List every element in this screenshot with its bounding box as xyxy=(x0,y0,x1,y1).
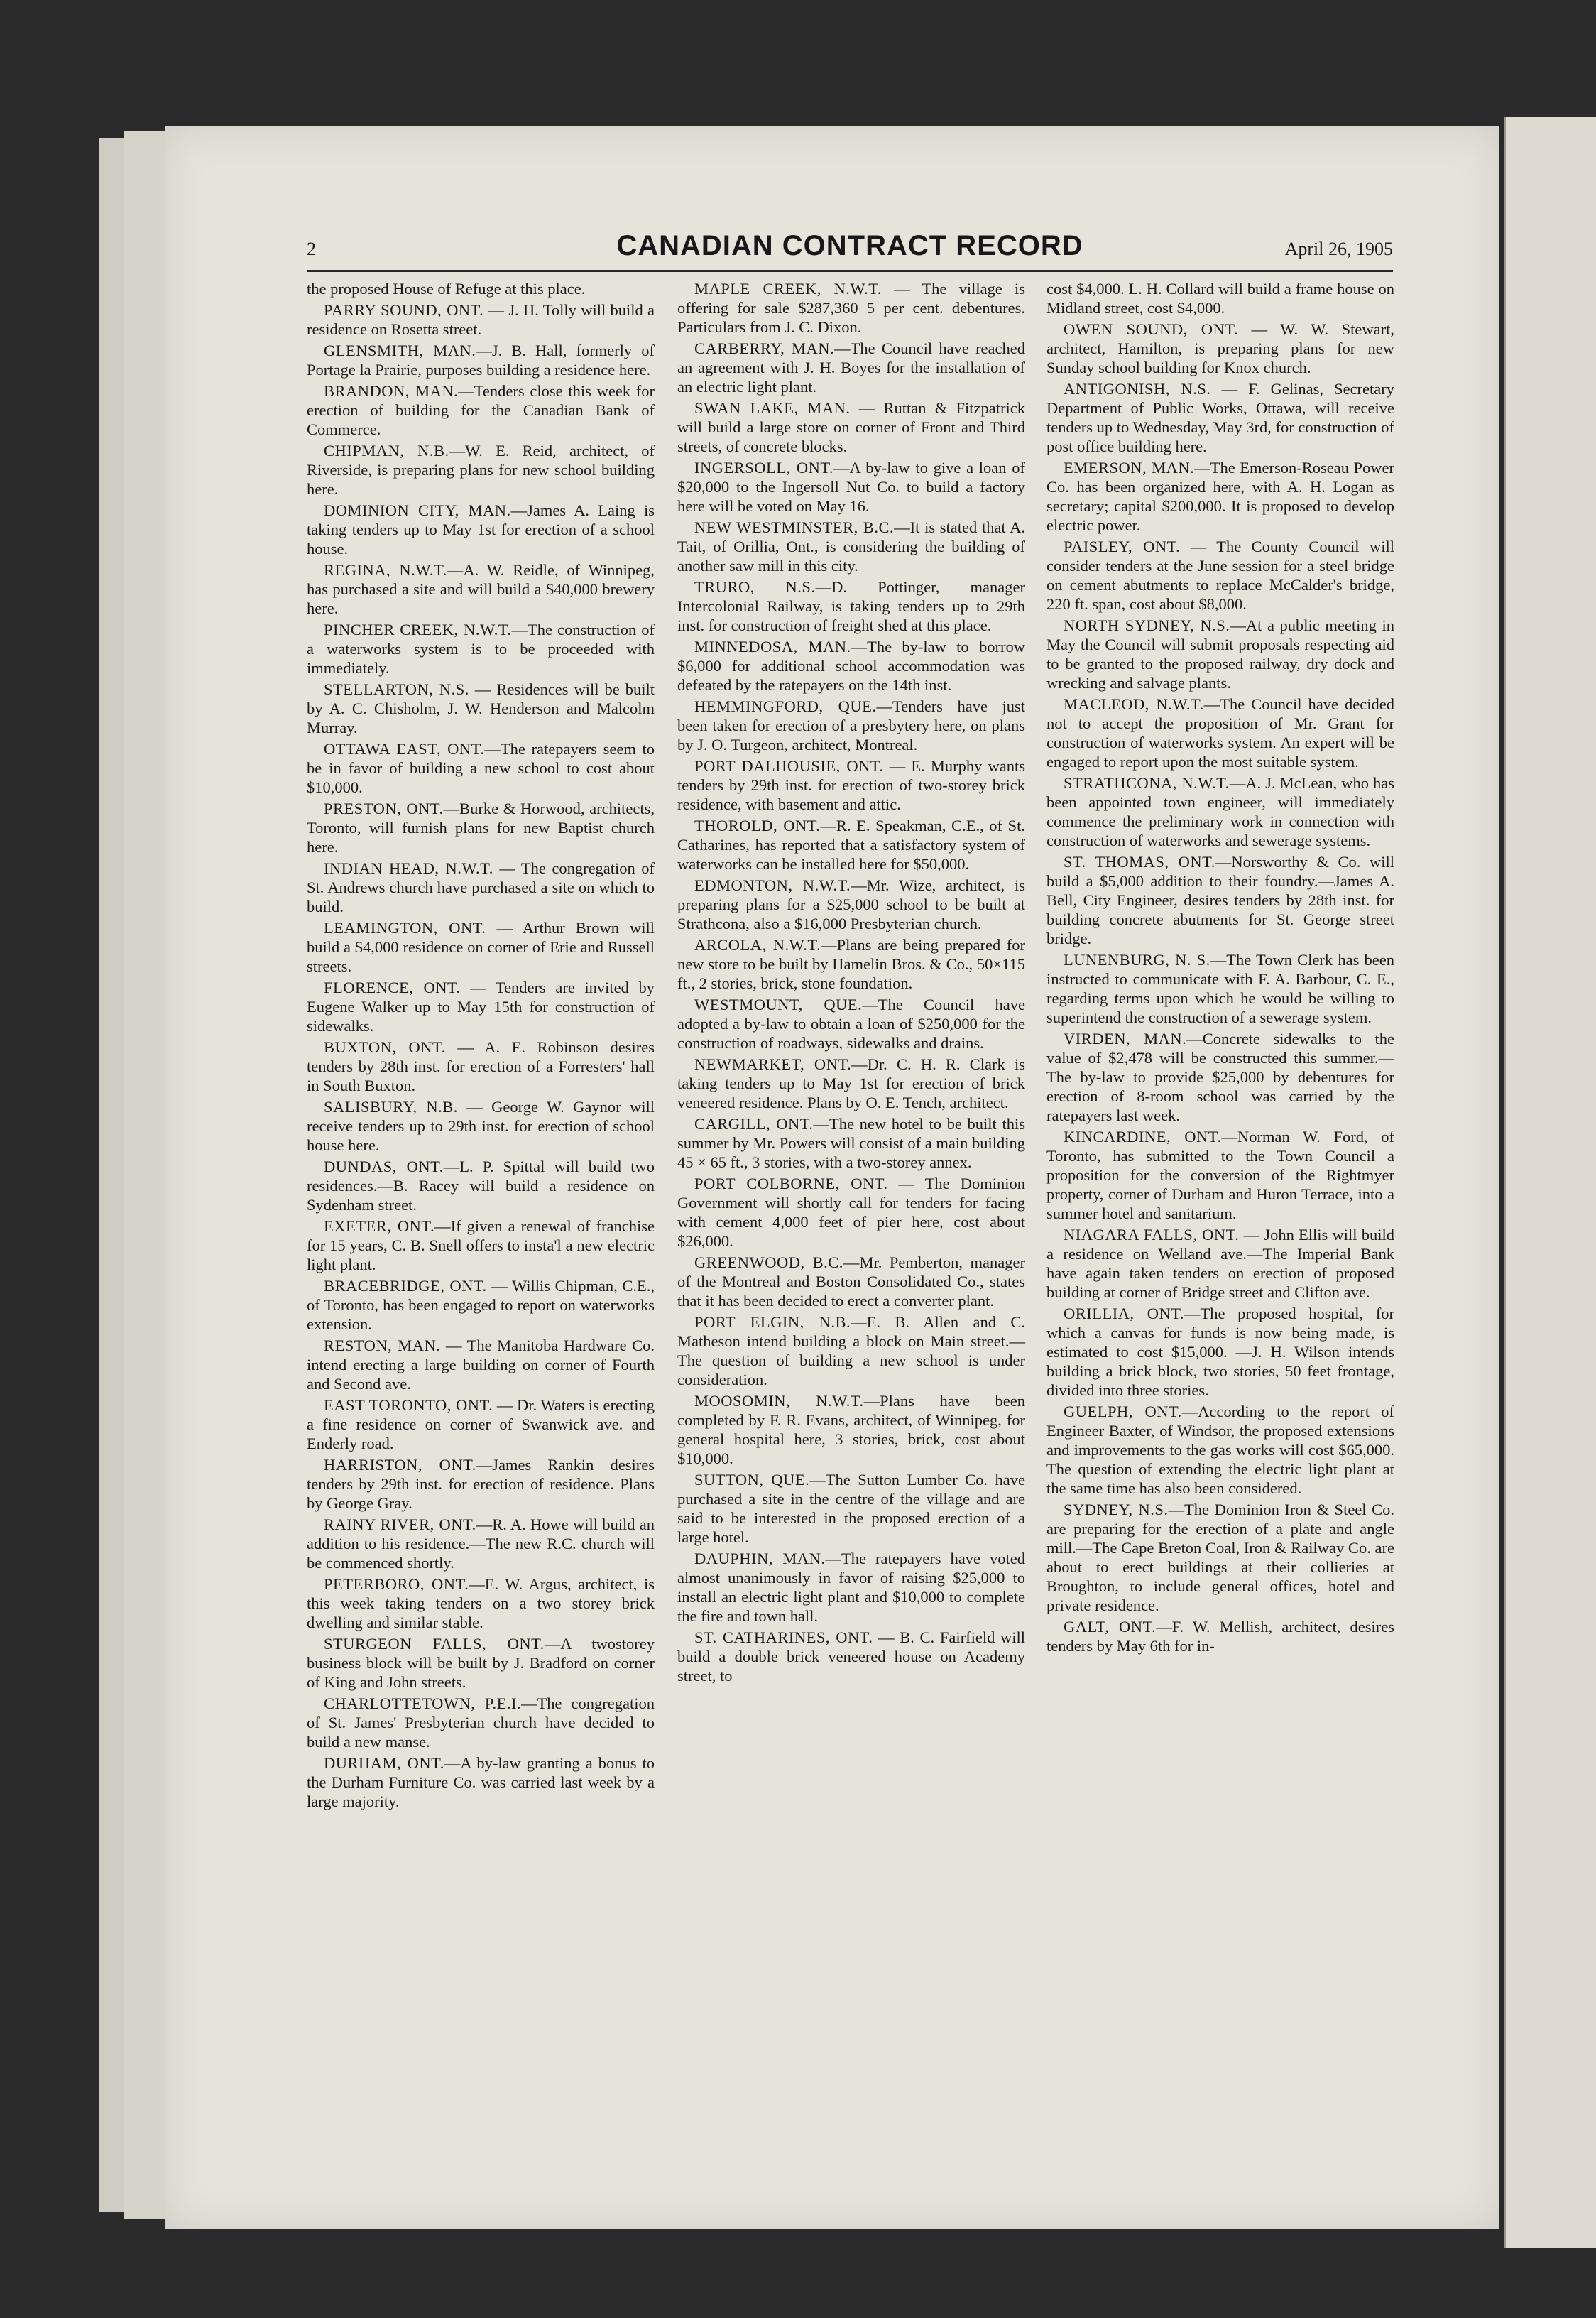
item-place: STELLARTON, N.S. xyxy=(324,680,469,698)
item-text: —L. P. Spittal will build two residences.—B. Racey will build a residence on Sydenham street. xyxy=(307,1158,655,1214)
item-text: —W. E. Reid, architect, of Riverside, is preparing plans for new school building here. xyxy=(307,442,655,498)
item-place: OWEN SOUND, ONT. xyxy=(1064,320,1238,338)
item-text: —According to the report of Engineer Baxter, of Windsor, the proposed extensions and improvements to the gas works will cost $65,000. The question of extending the electric light plant at the same time has also been considered. xyxy=(1046,1403,1394,1497)
news-item xyxy=(1046,279,1394,317)
news-item xyxy=(307,1515,655,1572)
item-text: —A by-law to give a loan of $20,000 to the Ingersoll Nut Co. to build a factory here will be voted on May 16. xyxy=(677,459,1025,515)
item-text: — F. Gelinas, Secretary Department of Public Works, Ottawa, will receive tenders up to Wednesday, May 3rd, for construction of post office building here. xyxy=(1046,380,1395,455)
item-text: —Concrete sidewalks to the value of $2,478 will be constructed this summer.—The by-law to provide $25,000 by debentures for erection of 8-room school was carried by the ratepayers last week. xyxy=(1046,1030,1394,1124)
item-text: —The Council have decided not to accept the proposition of Mr. Grant for construction of waterworks system. An expert will be engaged to report upon the most suitable system. xyxy=(1046,695,1394,771)
item-text: — Residences will be built by A. C. Chisholm, J. W. Henderson and Malcolm Murray. xyxy=(307,680,655,736)
news-item xyxy=(677,1628,1025,1685)
news-item xyxy=(677,1114,1025,1172)
news-item xyxy=(677,1312,1025,1389)
item-text: — Willis Chipman, C.E., of Toronto, has been engaged to report on waterworks extension. xyxy=(307,1277,655,1333)
news-item xyxy=(1046,773,1394,850)
news-item xyxy=(1046,379,1394,456)
item-place: PARRY SOUND, ONT. xyxy=(324,301,484,319)
item-place: GLENSMITH, MAN. xyxy=(324,342,476,359)
item-text: —The Town Clerk has been instructed to communicate with F. A. Barbour, C. E., regarding terms upon which he would be willing to superintend the construction of a sewerage system. xyxy=(1046,951,1395,1026)
news-item xyxy=(677,577,1025,635)
news-item xyxy=(677,339,1025,396)
item-text: —A twostorey business block will be built by J. Bradford on corner of King and John streets. xyxy=(307,1635,655,1691)
text-column-2 xyxy=(677,279,1025,1687)
item-place: REGINA, N.W.T. xyxy=(324,561,447,579)
item-place: SALISBURY, N.B. xyxy=(324,1098,458,1116)
item-place: HEMMINGFORD, QUE. xyxy=(694,697,877,715)
news-item xyxy=(677,637,1025,695)
news-item xyxy=(1046,950,1394,1027)
news-item xyxy=(307,739,655,797)
news-item xyxy=(307,1753,655,1811)
item-place: THOROLD, ONT. xyxy=(694,817,821,834)
item-text: —Mr. Wize, architect, is preparing plans for a $25,000 school to be built at Strathcona, also a $16,000 Presbyterian church. xyxy=(677,876,1025,932)
item-text: —The ratepayers have voted almost unanimously in favor of raising $25,000 to install an electric light plant and $10,000 to complete the fire and town hall. xyxy=(677,1550,1025,1625)
news-item xyxy=(307,978,655,1035)
item-place: EAST TORONTO, ONT. xyxy=(324,1396,493,1414)
news-item xyxy=(677,935,1025,993)
item-text: —The congregation of St. James' Presbyterian church have decided to build a new manse. xyxy=(307,1694,655,1751)
item-place: WESTMOUNT, QUE. xyxy=(694,996,863,1013)
item-text: — E. Murphy wants tenders by 29th inst. for erection of two-storey brick residence, with basement and attic. xyxy=(677,757,1025,813)
item-place: NEW WESTMINSTER, B.C. xyxy=(694,518,895,536)
item-place: LUNENBURG, N. S. xyxy=(1064,951,1210,969)
issue-date: April 26, 1905 xyxy=(1284,239,1393,259)
item-text: —D. Pottinger, manager Intercolonial Railway, is taking tenders up to 29th inst. for construction of freight shed at this place. xyxy=(677,578,1025,634)
item-text: —E. B. Allen and C. Matheson intend building a block on Main street.—The question of building a new school is under consideration. xyxy=(677,1313,1025,1388)
item-text: —R. E. Speakman, C.E., of St. Catharines, has reported that a satisfactory system of waterworks can be installed here for $50,000. xyxy=(677,817,1026,873)
news-item xyxy=(307,341,655,379)
news-item xyxy=(307,1217,655,1274)
item-text: —Norsworthy & Co. will build a $5,000 addition to their foundry.—James A. Bell, City Engineer, desires tenders by 28th inst. for building concrete abutments for St. George street bridge. xyxy=(1046,853,1394,947)
news-item xyxy=(677,1253,1025,1310)
item-text: — The congregation of St. Andrews church have purchased a site on which to build. xyxy=(307,859,655,915)
item-text: —If given a renewal of franchise for 15 years, C. B. Snell offers to insta'l a new electric light plant. xyxy=(307,1217,655,1273)
item-text: —The Sutton Lumber Co. have purchased a site in the centre of the village and are said to be interested in the proposed erection of a large hotel. xyxy=(677,1471,1026,1546)
news-item xyxy=(677,398,1025,456)
adjacent-page xyxy=(1504,117,1596,2248)
news-item xyxy=(307,501,655,558)
item-text: — The village is offering for sale $287,360 5 per cent. debentures. Particulars from J. C. Dixon. xyxy=(677,280,1025,336)
header-rule xyxy=(307,270,1393,272)
item-place: ARCOLA, N.W.T. xyxy=(694,936,821,954)
news-item xyxy=(1046,852,1394,948)
item-text: —The proposed hospital, for which a canvas for funds is now being made, is estimated to cost $15,000. —J. H. Wilson intends building a brick block, two stories, 50 feet frontage, divided into three stories. xyxy=(1046,1305,1394,1399)
page-number: 2 xyxy=(307,239,316,259)
text-column-1 xyxy=(307,279,655,1813)
news-item xyxy=(1046,1617,1394,1655)
item-place: NORTH SYDNEY, N.S. xyxy=(1064,616,1230,634)
item-text: —E. W. Argus, architect, is this week taking tenders on a two storey brick dwelling and similar stable. xyxy=(307,1575,655,1631)
item-place: NIAGARA FALLS, ONT. xyxy=(1064,1226,1240,1244)
item-place: ST. THOMAS, ONT. xyxy=(1064,853,1215,871)
news-item xyxy=(307,441,655,499)
item-place: VIRDEN, MAN. xyxy=(1064,1030,1187,1048)
item-text: —A. W. Reidle, of Winnipeg, has purchased a site and will build a $40,000 brewery here. xyxy=(307,561,655,617)
item-text: —The Emerson-Roseau Power Co. has been organized here, with A. H. Logan as secretary; capital $200,000. It is proposed to develop electric power. xyxy=(1046,459,1394,534)
news-item xyxy=(307,620,655,678)
news-item xyxy=(307,859,655,916)
item-place: DAUPHIN, MAN. xyxy=(694,1550,826,1567)
item-place: STRATHCONA, N.W.T. xyxy=(1064,774,1230,792)
item-place: GALT, ONT. xyxy=(1064,1618,1157,1636)
item-text: —Tenders close this week for erection of building for the Canadian Bank of Commerce. xyxy=(307,382,655,438)
item-place: CARGILL, ONT. xyxy=(694,1115,814,1133)
item-text: — George W. Gaynor will receive tenders up to 29th inst. for erection of school house here. xyxy=(307,1098,655,1154)
item-place: PORT DALHOUSIE, ONT. xyxy=(694,757,884,775)
item-text: the proposed House of Refuge at this place. xyxy=(307,280,586,298)
news-item xyxy=(307,560,655,618)
item-place: KINCARDINE, ONT. xyxy=(1064,1128,1222,1146)
item-place: STURGEON FALLS, ONT. xyxy=(324,1635,545,1653)
news-item xyxy=(307,1574,655,1632)
item-text: —Plans are being prepared for new store to be built by Hamelin Bros. & Co., 50×115 ft., 2 stories, brick, stone foundation. xyxy=(677,936,1025,992)
news-item xyxy=(1046,458,1394,535)
item-text: —The Council have reached an agreement with J. H. Boyes for the installation of an electric light plant. xyxy=(677,339,1026,396)
news-item xyxy=(1046,1500,1394,1615)
news-item xyxy=(307,799,655,856)
news-item xyxy=(677,995,1025,1052)
item-place: EDMONTON, N.W.T. xyxy=(694,876,851,894)
item-place: MAPLE CREEK, N.W.T. xyxy=(694,280,882,298)
news-item xyxy=(677,756,1025,814)
item-place: HARRISTON, ONT. xyxy=(324,1456,476,1474)
item-text: —Burke & Horwood, architects, Toronto, will furnish plans for new Baptist church here. xyxy=(307,800,655,856)
item-place: DURHAM, ONT. xyxy=(324,1754,444,1772)
journal-title: CANADIAN CONTRACT RECORD xyxy=(616,230,1083,261)
news-item xyxy=(677,697,1025,754)
item-text: —Norman W. Ford, of Toronto, has submitted to the Town Council a proposition for the conversion of the Rightmyer property, corner of Durham and Huron Terrace, into a summer hotel and sanitarium. xyxy=(1046,1128,1394,1222)
item-place: NEWMARKET, ONT. xyxy=(694,1055,852,1073)
item-place: EMERSON, MAN. xyxy=(1064,459,1195,477)
item-text: — The Manitoba Hardware Co. intend erecting a large building on corner of Fourth and Second ave. xyxy=(307,1337,655,1393)
item-text: —The ratepayers seem to be in favor of building a new school to cost about $10,000. xyxy=(307,740,655,796)
news-item xyxy=(307,1097,655,1155)
news-item xyxy=(677,458,1025,516)
news-item xyxy=(307,1276,655,1334)
item-text: — Arthur Brown will build a $4,000 residence on corner of Erie and Russell streets. xyxy=(307,919,655,975)
news-item xyxy=(1046,537,1394,614)
item-text: cost $4,000. L. H. Collard will build a frame house on Midland street, cost $4,000. xyxy=(1046,280,1394,317)
item-place: OTTAWA EAST, ONT. xyxy=(324,740,485,758)
item-place: ANTIGONISH, N.S. xyxy=(1064,380,1211,398)
item-text: — B. C. Fairfield will build a double brick veneered house on Academy street, to xyxy=(677,1628,1025,1685)
item-text: —James A. Laing is taking tenders up to May 1st for erection of a school house. xyxy=(307,501,655,557)
news-item xyxy=(307,1455,655,1513)
item-place: DUNDAS, ONT. xyxy=(324,1158,444,1175)
item-place: RAINY RIVER, ONT. xyxy=(324,1516,476,1533)
item-place: PORT COLBORNE, ONT. xyxy=(694,1175,888,1192)
news-item xyxy=(677,1549,1025,1626)
news-item xyxy=(677,1470,1025,1547)
item-text: —James Rankin desires tenders by 29th inst. for erection of residence. Plans by George Gray. xyxy=(307,1456,655,1512)
news-item xyxy=(1046,695,1394,771)
news-item xyxy=(307,1694,655,1751)
page-header xyxy=(307,226,1393,268)
item-text: —Tenders have just been taken for erection of a presbytery here, on plans by J. O. Turgeon, architect, Montreal. xyxy=(677,697,1025,753)
news-item xyxy=(1046,1225,1394,1302)
news-item xyxy=(1046,1304,1394,1400)
news-item xyxy=(1046,320,1394,377)
item-place: GUELPH, ONT. xyxy=(1064,1403,1182,1420)
news-item xyxy=(307,680,655,737)
item-place: MINNEDOSA, MAN. xyxy=(694,638,851,655)
news-item xyxy=(307,1634,655,1692)
item-place: GREENWOOD, B.C. xyxy=(694,1253,843,1271)
item-text: — John Ellis will build a residence on Welland ave.—The Imperial Bank have again taken tenders on erection of proposed building at corner of Bridge street and Clifton ave. xyxy=(1046,1226,1395,1301)
item-text: —J. B. Hall, formerly of Portage la Prairie, purposes building a residence here. xyxy=(307,342,655,379)
item-place: PINCHER CREEK, N.W.T. xyxy=(324,621,512,638)
item-text: —The Council have adopted a by-law to obtain a loan of $250,000 for the construction of roadways, sidewalks and drains. xyxy=(677,996,1026,1052)
news-item xyxy=(677,1391,1025,1468)
news-item xyxy=(307,279,655,298)
item-place: INGERSOLL, ONT. xyxy=(694,459,834,477)
item-place: SWAN LAKE, MAN. xyxy=(694,399,851,417)
news-item xyxy=(307,300,655,339)
item-text: —The new hotel to be built this summer by Mr. Powers will consist of a main building 45 × 65 ft., 3 stories, with a two-storey annex. xyxy=(677,1115,1025,1171)
item-place: SUTTON, QUE. xyxy=(694,1471,810,1489)
news-item xyxy=(307,1038,655,1095)
news-item xyxy=(307,1336,655,1393)
item-place: BUXTON, ONT. xyxy=(324,1038,446,1056)
news-item xyxy=(1046,616,1394,692)
item-text: —A. J. McLean, who has been appointed town engineer, will immediately commence the preliminary work in connection with construction of waterworks and sewerage systems. xyxy=(1046,774,1394,849)
news-item xyxy=(1046,1402,1394,1498)
news-item xyxy=(1046,1029,1394,1125)
item-text: —F. W. Mellish, architect, desires tenders by May 6th for in- xyxy=(1046,1618,1394,1655)
item-text: —The construction of a waterworks system is to be proceeded with immediately. xyxy=(307,621,655,677)
item-text: —Plans have been completed by F. R. Evans, architect, of Winnipeg, for general hospital here, 3 stories, brick, cost about $10,000. xyxy=(677,1392,1025,1467)
news-item xyxy=(677,816,1025,874)
item-place: ST. CATHARINES, ONT. xyxy=(694,1628,873,1646)
item-place: INDIAN HEAD, N.W.T. xyxy=(324,859,493,877)
item-place: CHARLOTTETOWN, P.E.I. xyxy=(324,1694,522,1712)
item-text: —R. A. Howe will build an addition to his residence.—The new R.C. church will be commenced shortly. xyxy=(307,1516,655,1572)
item-text: — The Dominion Government will shortly call for tenders for facing with cement 4,000 feet of pier here, cost about $26,000. xyxy=(677,1175,1025,1250)
item-text: —It is stated that A. Tait, of Orillia, Ont., is considering the building of another saw mill in this city. xyxy=(677,518,1025,575)
item-text: —At a public meeting in May the Council will submit proposals respecting aid to be granted to the proposed railway, dry dock and wrecking and salvage plants. xyxy=(1046,616,1394,692)
news-item xyxy=(677,518,1025,575)
item-text: — Tenders are invited by Eugene Walker up to May 15th for construction of sidewalks. xyxy=(307,979,655,1035)
item-place: CARBERRY, MAN. xyxy=(694,339,835,357)
item-text: —A by-law granting a bonus to the Durham Furniture Co. was carried last week by a large majority. xyxy=(307,1754,655,1810)
item-text: — Dr. Waters is erecting a fine residence on corner of Swanwick ave. and Enderly road. xyxy=(307,1396,655,1452)
news-item xyxy=(307,1157,655,1214)
item-place: PRESTON, ONT. xyxy=(324,800,444,817)
item-place: PORT ELGIN, N.B. xyxy=(694,1313,851,1331)
item-place: SYDNEY, N.S. xyxy=(1064,1501,1169,1518)
item-place: BRACEBRIDGE, ONT. xyxy=(324,1277,487,1295)
item-text: — The County Council will consider tenders at the June session for a steel bridge on cement abutments to replace McCalder's bridge, 220 ft. span, cost about $8,000. xyxy=(1046,538,1394,613)
news-item xyxy=(307,1395,655,1453)
document-page xyxy=(165,126,1499,2229)
item-place: RESTON, MAN. xyxy=(324,1337,441,1354)
item-place: CHIPMAN, N.B. xyxy=(324,442,449,459)
item-place: TRURO, N.S. xyxy=(694,578,816,596)
text-column-3 xyxy=(1046,279,1394,1658)
news-item xyxy=(677,1174,1025,1251)
item-place: ORILLIA, ONT. xyxy=(1064,1305,1184,1322)
item-place: PETERBORO, ONT. xyxy=(324,1575,469,1593)
item-place: FLORENCE, ONT. xyxy=(324,979,461,996)
item-place: MACLEOD, N.W.T. xyxy=(1064,695,1204,713)
news-item xyxy=(307,381,655,439)
item-text: —Dr. C. H. R. Clark is taking tenders up to May 1st for erection of brick veneered residence. Plans by O. E. Tench, architect. xyxy=(677,1055,1025,1111)
item-text: — J. H. Tolly will build a residence on Rosetta street. xyxy=(307,301,655,338)
item-text: —Mr. Pemberton, manager of the Montreal and Boston Consolidated Co., states that it has been decided to erect a converter plant. xyxy=(677,1253,1025,1310)
item-text: —The Dominion Iron & Steel Co. are preparing for the erection of a plate and angle mill.—The Cape Breton Coal, Iron & Railway Co. are about to erect buildings at their collieries at Broughton, to include general offices, hotel and private residence. xyxy=(1046,1501,1394,1614)
item-place: PAISLEY, ONT. xyxy=(1064,538,1181,555)
item-text: — A. E. Robinson desires tenders by 28th inst. for erection of a Forresters' hall in South Buxton. xyxy=(307,1038,655,1094)
news-item xyxy=(677,876,1025,933)
news-item xyxy=(677,279,1025,337)
news-item xyxy=(1046,1127,1394,1223)
news-item xyxy=(307,918,655,976)
item-text: — W. W. Stewart, architect, Hamilton, is preparing plans for new Sunday school building for Knox church. xyxy=(1046,320,1394,376)
item-place: DOMINION CITY, MAN. xyxy=(324,501,511,519)
item-place: LEAMINGTON, ONT. xyxy=(324,919,486,937)
news-item xyxy=(677,1055,1025,1112)
item-place: BRANDON, MAN. xyxy=(324,382,459,400)
item-text: — Ruttan & Fitzpatrick will build a large store on corner of Front and Third streets, of concrete blocks. xyxy=(677,399,1026,455)
item-place: EXETER, ONT. xyxy=(324,1217,435,1235)
item-place: MOOSOMIN, N.W.T. xyxy=(694,1392,864,1410)
item-text: —The by-law to borrow $6,000 for additional school accommodation was defeated by the ratepayers on the 14th inst. xyxy=(677,638,1025,694)
